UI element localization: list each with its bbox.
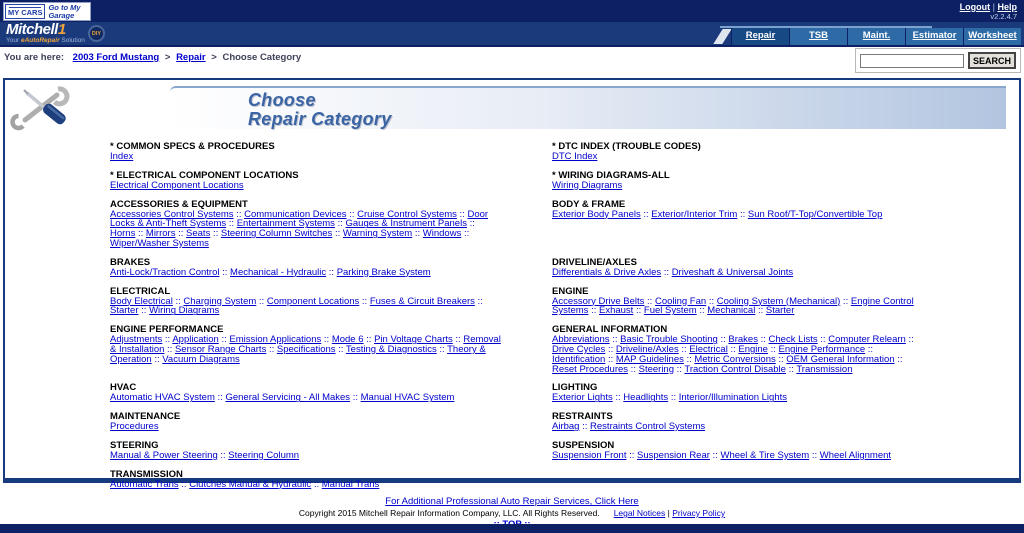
copyright-text: Copyright 2015 Mitchell Repair Information Company, LLC. All Rights Reserved. <box>298 508 600 518</box>
category-link[interactable]: Drive Cycles <box>552 343 606 355</box>
category-heading: BRAKES <box>110 256 151 268</box>
main-content-panel <box>3 78 1021 490</box>
category-section <box>110 199 502 249</box>
category-section <box>110 382 502 403</box>
category-link[interactable]: Charging System <box>183 295 257 307</box>
category-links <box>110 451 502 461</box>
category-cell <box>110 440 552 469</box>
tab-estimator[interactable]: Estimator <box>905 28 963 45</box>
category-cell <box>552 141 926 170</box>
category-section <box>110 141 502 162</box>
category-heading: * ELECTRICAL COMPONENT LOCATIONS <box>110 169 299 181</box>
go-to-my-garage-label: Go to My Garage <box>48 2 81 20</box>
legal-notices-link[interactable]: Legal Notices <box>613 508 666 518</box>
breadcrumb-separator: > <box>162 52 174 63</box>
category-row <box>110 257 926 286</box>
link-separator: :: <box>755 305 766 317</box>
category-row <box>110 170 926 199</box>
category-links <box>110 422 502 432</box>
category-link[interactable]: Seats <box>186 228 211 240</box>
category-cell <box>552 199 926 257</box>
category-link[interactable]: Door Locks & Anti-Theft Systems <box>110 208 489 230</box>
link-separator: :: <box>218 334 230 346</box>
category-link[interactable]: Electrical Component Locations <box>110 179 244 191</box>
category-row <box>110 382 926 411</box>
link-separator: :: <box>633 305 644 317</box>
category-link[interactable]: Starter <box>765 305 795 317</box>
category-cell <box>110 170 552 199</box>
tab-repair[interactable]: Repair <box>731 28 789 45</box>
category-heading: * WIRING DIAGRAMS-ALL <box>552 169 670 181</box>
category-heading: MAINTENANCE <box>110 411 181 423</box>
category-cell <box>110 286 552 325</box>
category-heading: ACCESSORIES & EQUIPMENT <box>110 198 248 210</box>
link-separator: :: <box>727 343 739 355</box>
category-section <box>552 257 926 278</box>
tab-maint[interactable]: Maint. <box>847 28 905 45</box>
category-link[interactable]: Brakes <box>728 334 758 346</box>
category-link[interactable]: Testing & Diagnostics <box>345 343 437 355</box>
privacy-policy-link[interactable]: Privacy Policy <box>672 508 726 518</box>
link-separator: :: <box>456 208 468 220</box>
category-link[interactable]: Identification <box>552 353 606 365</box>
category-link[interactable]: Application <box>172 334 219 346</box>
category-row <box>110 411 926 440</box>
link-separator: :: <box>332 228 343 240</box>
category-link[interactable]: Reset Procedures <box>552 363 629 375</box>
category-section <box>552 324 926 374</box>
link-separator: :: <box>809 449 820 461</box>
link-separator: :: <box>335 343 346 355</box>
category-table <box>110 141 926 498</box>
footer-divider: | <box>667 508 670 518</box>
category-link[interactable]: Adjustments <box>110 334 163 346</box>
link-separator: :: <box>605 343 616 355</box>
category-link[interactable]: Body Electrical <box>110 295 173 307</box>
page-title: Choose Repair Category <box>248 90 392 129</box>
breadcrumb-current: Choose Category <box>222 52 302 63</box>
category-cell <box>552 170 926 199</box>
category-link[interactable]: Steering Column <box>228 449 300 461</box>
link-separator: :: <box>605 353 616 365</box>
category-link[interactable]: Computer Relearn <box>828 334 906 346</box>
category-section <box>110 257 502 278</box>
category-row <box>110 141 926 170</box>
category-link[interactable]: Sensor Range Charts <box>174 343 267 355</box>
category-link[interactable]: Parking Brake System <box>336 266 431 278</box>
link-separator: :: <box>350 392 361 404</box>
category-links <box>552 393 926 403</box>
category-section <box>552 286 926 317</box>
category-link[interactable]: Check Lists <box>768 334 818 346</box>
link-separator: :: <box>256 295 267 307</box>
category-banner <box>170 86 1006 129</box>
link-separator: :: <box>175 228 187 240</box>
category-links <box>552 422 926 432</box>
category-link[interactable]: Specifications <box>276 343 336 355</box>
category-heading: STEERING <box>110 439 159 451</box>
link-separator: :: <box>678 343 690 355</box>
category-link[interactable]: Exterior Lights <box>552 392 613 404</box>
category-link[interactable]: Mirrors <box>145 228 176 240</box>
crossed-tools-icon <box>11 82 75 130</box>
category-link[interactable]: Manual Trans <box>321 478 380 490</box>
category-links <box>110 393 502 403</box>
search-button[interactable]: SEARCH <box>968 52 1016 69</box>
link-separator: :: <box>579 421 591 433</box>
link-separator: :: <box>609 334 621 346</box>
link-separator: :: <box>210 228 221 240</box>
category-link[interactable]: Vacuum Diagrams <box>162 353 240 365</box>
link-separator: :: <box>661 266 672 278</box>
category-row <box>110 440 926 469</box>
category-link[interactable]: Engine <box>738 343 768 355</box>
category-heading: ENGINE <box>552 285 589 297</box>
category-link[interactable]: Starter <box>110 305 139 317</box>
link-separator: :: <box>178 478 190 490</box>
link-separator: :: <box>767 343 779 355</box>
link-separator: :: <box>217 449 229 461</box>
link-separator: :: <box>311 478 322 490</box>
top-bar <box>0 0 1024 22</box>
category-link[interactable]: Index <box>110 151 134 162</box>
version-label: v2.2.4.7 <box>990 12 1017 21</box>
category-cell <box>552 286 926 325</box>
category-heading: BODY & FRAME <box>552 198 626 210</box>
category-link[interactable]: Interior/Illumination Lights <box>678 392 787 404</box>
category-link[interactable]: Anti-Lock/Traction Control <box>110 266 220 278</box>
category-link[interactable]: Driveshaft & Universal Joints <box>671 266 794 278</box>
category-heading: ELECTRICAL <box>110 285 171 297</box>
category-link[interactable]: Cooling System (Mechanical) <box>716 295 841 307</box>
category-links <box>552 181 926 191</box>
link-separator: :: <box>326 266 337 278</box>
category-link[interactable]: Abbreviations <box>552 334 610 346</box>
link-separator: :: <box>674 363 685 375</box>
professional-services-link[interactable]: For Additional Professional Auto Repair Services, Click Here <box>385 496 639 507</box>
tab-tsb[interactable]: TSB <box>789 28 847 45</box>
category-link[interactable]: Clutches Manual & Hydraulic <box>189 478 312 490</box>
category-links <box>110 335 502 364</box>
category-heading: GENERAL INFORMATION <box>552 324 668 336</box>
category-link[interactable]: Wiper/Washer Systems <box>110 237 209 249</box>
category-links <box>552 210 926 220</box>
category-table-body <box>110 141 926 498</box>
category-link[interactable]: Exterior Body Panels <box>552 208 641 220</box>
category-link[interactable]: Basic Trouble Shooting <box>620 334 718 346</box>
category-link[interactable]: Manual & Power Steering <box>110 449 218 461</box>
link-separator: :: <box>436 343 448 355</box>
link-separator: :: <box>757 334 769 346</box>
logo-bar <box>0 22 1024 47</box>
search-panel <box>855 48 1021 73</box>
link-separator: :: <box>668 392 679 404</box>
link-separator: :: <box>865 343 874 355</box>
category-link[interactable]: Gauges & Instrument Panels <box>345 218 467 230</box>
link-separator: :: <box>640 208 652 220</box>
category-link[interactable]: Mechanical <box>707 305 756 317</box>
category-link[interactable]: Windows <box>422 228 462 240</box>
category-cell <box>552 382 926 411</box>
category-section <box>552 199 926 220</box>
category-section <box>110 170 502 191</box>
link-separator: :: <box>214 392 226 404</box>
user-links <box>960 2 1017 22</box>
category-link[interactable]: Differentials & Drive Axles <box>552 266 662 278</box>
category-link[interactable]: Engine Control Systems <box>552 295 914 317</box>
category-section <box>110 324 502 364</box>
category-section <box>552 170 926 191</box>
category-link[interactable]: Component Locations <box>266 295 360 307</box>
link-divider: | <box>992 2 995 12</box>
category-links <box>552 297 926 317</box>
category-heading: HVAC <box>110 382 137 394</box>
category-heading: TRANSMISSION <box>110 468 183 480</box>
search-input[interactable] <box>860 54 964 68</box>
category-link[interactable]: DTC Index <box>552 151 598 162</box>
category-section <box>552 382 926 403</box>
link-separator: :: <box>266 343 277 355</box>
category-cell <box>110 324 552 382</box>
category-row <box>110 286 926 325</box>
my-garage-button[interactable] <box>3 2 91 21</box>
link-separator: :: <box>138 305 150 317</box>
link-separator: :: <box>588 305 599 317</box>
category-section <box>110 469 502 490</box>
category-link[interactable]: Engine Performance <box>778 343 866 355</box>
breadcrumb-prefix: You are here: <box>4 52 65 63</box>
category-link[interactable]: Transmission <box>796 363 853 375</box>
footer <box>0 492 1024 533</box>
category-link[interactable]: Manual HVAC System <box>360 392 455 404</box>
category-links <box>110 210 502 249</box>
category-link[interactable]: Accessories Control Systems <box>110 208 234 220</box>
category-heading: * COMMON SPECS & PROCEDURES <box>110 141 275 152</box>
category-link[interactable]: Fuel System <box>643 305 697 317</box>
tab-slash-decoration <box>713 29 731 44</box>
category-cell <box>552 257 926 286</box>
link-separator: :: <box>683 353 695 365</box>
link-separator: :: <box>172 295 184 307</box>
category-links <box>110 480 502 490</box>
category-link[interactable]: Cooling Fan <box>654 295 707 307</box>
category-link[interactable]: Traction Control Disable <box>684 363 786 375</box>
category-link[interactable]: Suspension Front <box>552 449 627 461</box>
category-section <box>552 411 926 432</box>
tab-strip <box>731 28 1021 45</box>
category-link[interactable]: Automatic HVAC System <box>110 392 215 404</box>
category-links <box>552 152 926 162</box>
link-separator: :: <box>226 218 237 230</box>
link-separator: :: <box>905 334 914 346</box>
category-links <box>552 268 926 278</box>
category-link[interactable]: Driveline/Axles <box>615 343 679 355</box>
category-link[interactable]: MAP Guidelines <box>615 353 684 365</box>
link-separator: :: <box>412 228 423 240</box>
category-links <box>552 451 926 461</box>
link-separator: :: <box>461 228 470 240</box>
category-link[interactable]: Steering <box>638 363 674 375</box>
category-link[interactable]: Warning System <box>342 228 413 240</box>
link-separator: :: <box>363 334 375 346</box>
category-link[interactable]: Restraints Control Systems <box>590 421 706 433</box>
link-separator: :: <box>717 334 729 346</box>
category-heading: ENGINE PERFORMANCE <box>110 324 224 336</box>
breadcrumb-link[interactable]: 2003 Ford Mustang <box>72 52 160 63</box>
category-link[interactable]: Mode 6 <box>331 334 364 346</box>
category-link[interactable]: Accessory Drive Belts <box>552 295 645 307</box>
link-separator: :: <box>233 208 245 220</box>
link-separator: :: <box>626 449 638 461</box>
category-section <box>552 141 926 162</box>
category-heading: SUSPENSION <box>552 439 615 451</box>
link-separator: :: <box>151 353 163 365</box>
category-link[interactable]: Wheel & Tire System <box>720 449 810 461</box>
category-row <box>110 199 926 257</box>
help-link[interactable]: Help <box>997 2 1017 12</box>
category-links <box>110 152 502 162</box>
link-separator: :: <box>785 363 797 375</box>
category-link[interactable]: Headlights <box>623 392 669 404</box>
my-cars-label: MY CARS <box>8 8 43 17</box>
link-separator: :: <box>709 449 721 461</box>
category-link[interactable]: Wiring Diagrams <box>149 305 220 317</box>
breadcrumb <box>4 52 301 63</box>
category-link[interactable]: OEM General Information <box>786 353 895 365</box>
category-link[interactable]: Suspension Rear <box>637 449 710 461</box>
category-cell <box>110 199 552 257</box>
license-plate-icon <box>5 4 45 19</box>
link-separator: :: <box>696 305 708 317</box>
category-link[interactable]: Communication Devices <box>244 208 347 220</box>
mitchell1-logo <box>6 23 85 44</box>
category-heading: LIGHTING <box>552 382 598 394</box>
category-link[interactable]: Horns <box>110 228 136 240</box>
category-link[interactable]: Wiring Diagrams <box>552 179 623 191</box>
diy-badge-icon: DIY <box>88 25 105 42</box>
link-separator: :: <box>321 334 332 346</box>
category-heading: RESTRAINTS <box>552 411 613 423</box>
category-link[interactable]: Wheel Alignment <box>819 449 892 461</box>
category-link[interactable]: Exterior/Interior Trim <box>651 208 738 220</box>
category-section <box>552 440 926 461</box>
category-link[interactable]: Emission Applications <box>229 334 322 346</box>
breadcrumb-items <box>67 52 301 63</box>
link-separator: :: <box>644 295 655 307</box>
category-link[interactable]: Fuses & Circuit Breakers <box>369 295 475 307</box>
category-cell <box>110 141 552 170</box>
category-link[interactable]: Steering Column Switches <box>220 228 333 240</box>
link-separator: :: <box>737 208 748 220</box>
link-separator: :: <box>452 334 464 346</box>
tab-worksheet[interactable]: Worksheet <box>963 28 1021 45</box>
link-separator: :: <box>162 334 173 346</box>
link-separator: :: <box>164 343 175 355</box>
category-section <box>110 440 502 461</box>
category-link[interactable]: Cruise Control Systems <box>357 208 457 220</box>
category-link[interactable]: Electrical <box>689 343 728 355</box>
link-separator: :: <box>775 353 787 365</box>
category-cell <box>110 382 552 411</box>
link-separator: :: <box>612 392 624 404</box>
category-cell <box>552 440 926 469</box>
link-separator: :: <box>706 295 717 307</box>
logo-tagline: Your eAutoRepair Solution <box>6 37 85 44</box>
link-separator: :: <box>840 295 851 307</box>
category-links <box>110 181 502 191</box>
category-heading: DRIVELINE/AXLES <box>552 256 637 268</box>
category-link[interactable]: Exhaust <box>599 305 634 317</box>
category-link[interactable]: General Servicing - All Makes <box>225 392 351 404</box>
link-separator: :: <box>466 218 475 230</box>
category-links <box>110 268 502 278</box>
breadcrumb-link[interactable]: Repair <box>176 52 206 63</box>
category-cell <box>110 411 552 440</box>
category-cell <box>552 411 926 440</box>
link-separator: :: <box>219 266 231 278</box>
logo-text: Mitchell1 <box>6 21 66 38</box>
category-row <box>110 324 926 382</box>
link-separator: :: <box>334 218 346 230</box>
category-link[interactable]: Airbag <box>552 421 580 433</box>
breadcrumb-separator: > <box>208 52 220 63</box>
category-link[interactable]: Mechanical - Hydraulic <box>230 266 327 278</box>
category-links <box>552 335 926 374</box>
link-separator: :: <box>817 334 829 346</box>
breadcrumb-row <box>0 47 1024 78</box>
category-cell <box>110 257 552 286</box>
category-link[interactable]: Automatic Trans <box>110 478 179 490</box>
link-separator: :: <box>474 295 483 307</box>
logout-link[interactable]: Logout <box>959 2 991 12</box>
category-cell <box>552 324 926 382</box>
link-separator: :: <box>359 295 370 307</box>
category-section <box>110 286 502 317</box>
category-link[interactable]: Pin Voltage Charts <box>374 334 453 346</box>
link-separator: :: <box>346 208 358 220</box>
copyright-line <box>0 508 1024 518</box>
category-link[interactable]: Entertainment Systems <box>236 218 335 230</box>
category-link[interactable]: Procedures <box>110 421 159 433</box>
category-section <box>110 411 502 432</box>
category-link[interactable]: Theory & Operation <box>110 343 486 365</box>
category-links <box>110 297 502 317</box>
link-separator: :: <box>628 363 639 375</box>
category-link[interactable]: Metric Conversions <box>694 353 776 365</box>
category-heading: * DTC INDEX (TROUBLE CODES) <box>552 141 701 152</box>
category-link[interactable]: Removal & Installation <box>110 334 501 355</box>
category-link[interactable]: Sun Roof/T-Top/Convertible Top <box>747 208 883 220</box>
bottom-navy-bar <box>0 524 1024 533</box>
link-separator: :: <box>894 353 903 365</box>
link-separator: :: <box>135 228 146 240</box>
